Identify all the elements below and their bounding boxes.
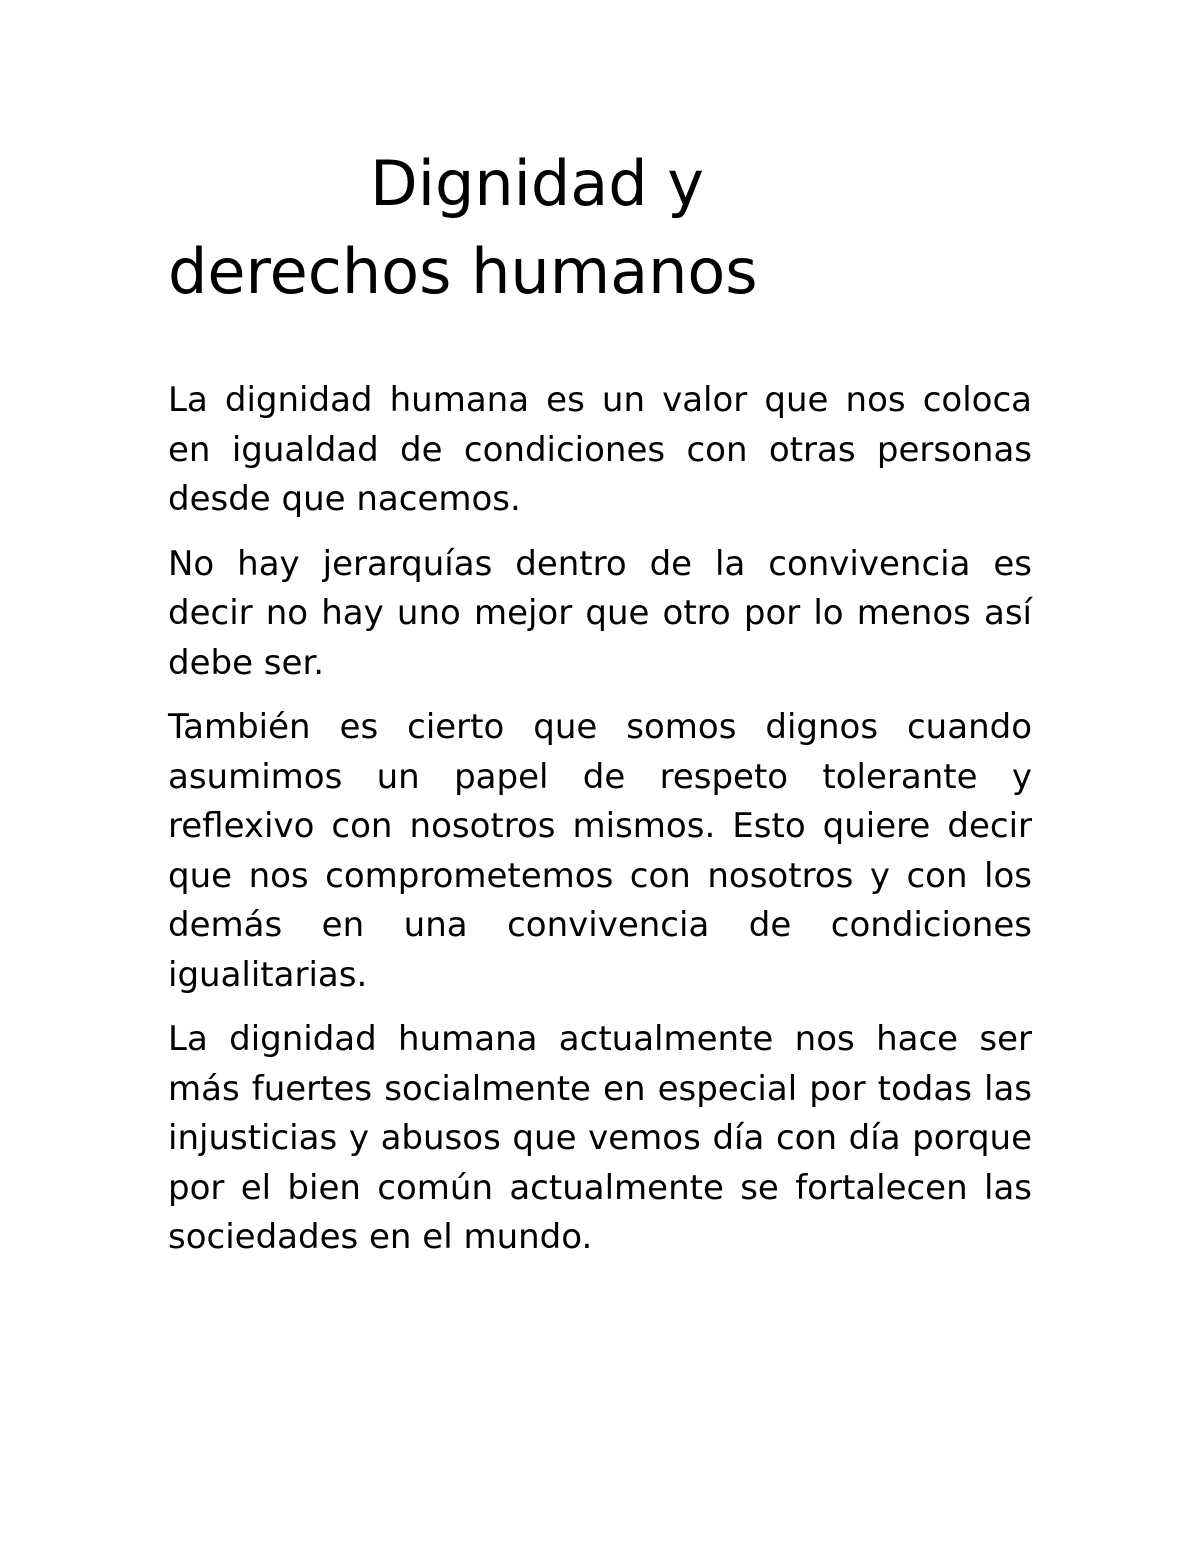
title-line-2: derechos humanos bbox=[168, 235, 758, 308]
title-line-1: Dignidad y bbox=[370, 147, 704, 220]
document-body bbox=[168, 376, 1032, 1263]
document-title bbox=[168, 140, 1032, 316]
paragraph-4: La dignidad humana actualmente nos hace ser más fuertes socialmente en especial por todas las injusticias y abusos que vemos día con día porque por el bien común actualmente se fortalecen las sociedades en el mundo. bbox=[168, 1019, 1032, 1257]
paragraph-3: También es cierto que somos dignos cuando asumimos un papel de respeto tolerante y reflexivo con nosotros mismos. Esto quiere decir que nos comprometemos con nosotros y con los demás en una convivencia de condiciones igualitarias. bbox=[168, 707, 1032, 995]
paragraph-2: No hay jerarquías dentro de la convivencia es decir no hay uno mejor que otro por lo menos así debe ser. bbox=[168, 543, 1032, 683]
document-content bbox=[168, 140, 1032, 1278]
paragraph-1: La dignidad humana es un valor que nos coloca en igualdad de condiciones con otras personas desde que nacemos. bbox=[168, 380, 1032, 519]
